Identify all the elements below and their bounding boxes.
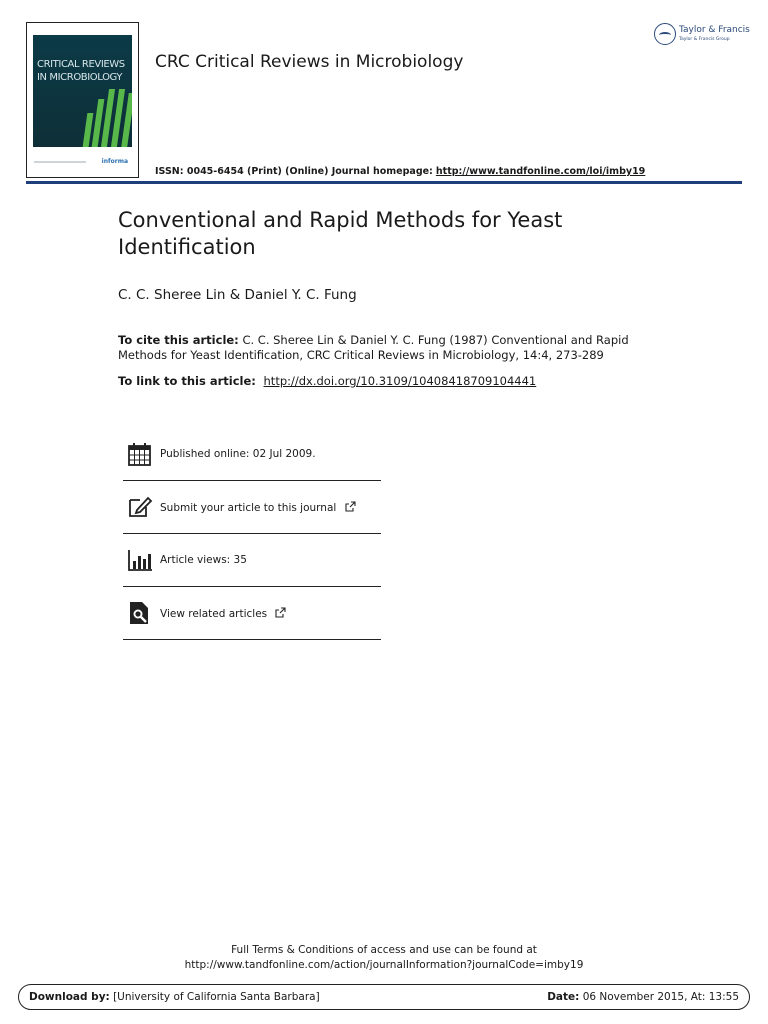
submit-article-item[interactable] xyxy=(123,481,381,534)
cover-title: CRITICAL REVIEWS IN MICROBIOLOGY xyxy=(37,59,125,83)
published-online-text: Published online: 02 Jul 2009. xyxy=(160,448,316,460)
citation-block xyxy=(118,333,678,363)
article-link-label: To link to this article: xyxy=(118,374,256,388)
download-institution: [University of California Santa Barbara] xyxy=(113,991,320,1003)
date-label: Date: xyxy=(547,991,580,1003)
terms-notice xyxy=(0,943,768,973)
search-document-icon xyxy=(127,600,153,626)
citation-label: To cite this article: xyxy=(118,333,239,347)
journal-name: CRC Critical Reviews in Microbiology xyxy=(155,52,464,72)
terms-url[interactable]: http://www.tandfonline.com/action/journalInformation?journalCode=imby19 xyxy=(184,959,584,971)
article-views-text: Article views: 35 xyxy=(160,554,247,566)
submit-article-link[interactable]: Submit your article to this journal xyxy=(160,501,337,514)
header-divider xyxy=(26,181,742,184)
terms-line: Full Terms & Conditions of access and use can be found at xyxy=(231,944,537,956)
article-views-item xyxy=(123,534,381,587)
publisher-subname: Taylor & Francis Group xyxy=(679,37,730,42)
download-label: Download by: xyxy=(29,991,110,1003)
external-link-icon xyxy=(345,501,356,512)
citation-text: C. C. Sheree Lin & Daniel Y. C. Fung (1987) Conventional and Rapid Methods for Yeast Identification, CRC Critical Reviews in Microbiology, 14:4, 273-289 xyxy=(118,333,629,362)
download-by xyxy=(29,991,320,1003)
published-online-item xyxy=(123,428,381,481)
download-info-bar xyxy=(18,984,750,1010)
journal-homepage-link[interactable]: http://www.tandfonline.com/loi/imby19 xyxy=(435,166,646,177)
article-link-line xyxy=(118,374,536,388)
bar-chart-icon xyxy=(127,547,153,573)
date-value: 06 November 2015, At: 13:55 xyxy=(582,991,739,1003)
journal-cover-image xyxy=(26,22,139,178)
related-articles-link[interactable]: View related articles xyxy=(160,607,268,620)
article-info-list xyxy=(123,428,381,640)
cover-artwork xyxy=(33,35,132,147)
article-authors: C. C. Sheree Lin & Daniel Y. C. Fung xyxy=(118,287,357,303)
cover-footer-line xyxy=(34,161,86,163)
calendar-icon xyxy=(127,441,153,467)
related-articles-item[interactable] xyxy=(123,587,381,640)
issn-label: ISSN: 0045-6454 (Print) (Online) Journal homepage: xyxy=(155,166,433,177)
issn-line xyxy=(155,166,645,177)
edit-icon xyxy=(127,494,153,520)
publisher-logo[interactable] xyxy=(654,22,754,48)
article-title: Conventional and Rapid Methods for Yeast Identification xyxy=(118,208,563,259)
external-link-icon xyxy=(275,607,286,618)
download-date xyxy=(547,991,739,1003)
publisher-name: Taylor & Francis xyxy=(679,25,750,35)
cover-publisher-mark: informa xyxy=(101,158,128,165)
doi-link[interactable]: http://dx.doi.org/10.3109/10408418709104441 xyxy=(263,374,537,388)
publisher-logo-icon xyxy=(654,23,676,45)
